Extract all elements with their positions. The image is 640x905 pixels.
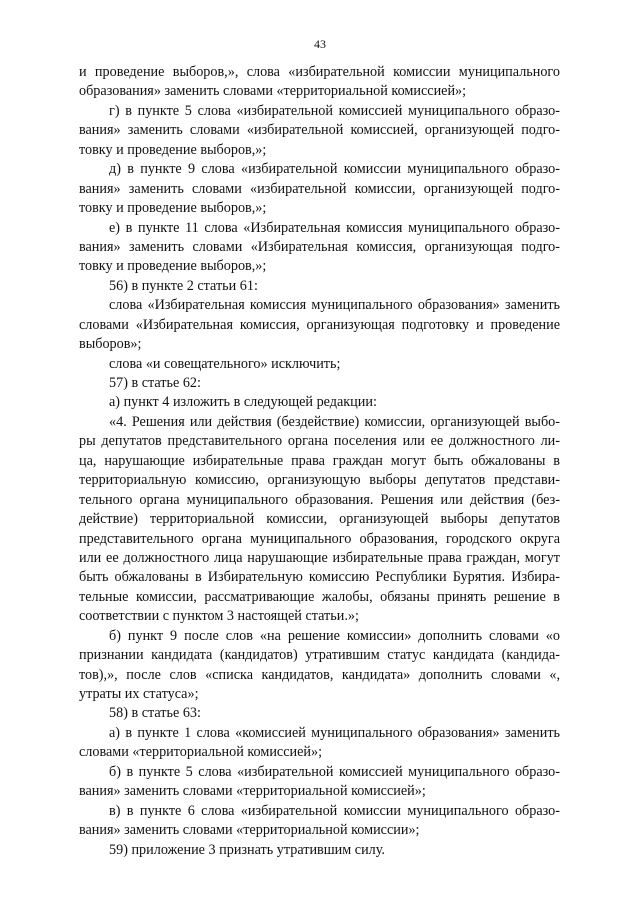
- text-line: товку и проведение выборов,»;: [79, 200, 267, 217]
- text-line: «4. Решения или действия (бездействие) комиссии, организующей выбо-: [109, 413, 560, 430]
- text-line: быть обжалованы в Избирательную комиссию Республики Бурятия. Избира-: [79, 569, 560, 586]
- text-line: вания» заменить словами «территориальной комиссии»;: [79, 822, 420, 839]
- text-line: слова «Избирательная комиссия муниципального образования» заменить: [109, 297, 560, 314]
- text-line: действие) территориальной комиссии, организующей выборы депутатов: [79, 511, 560, 528]
- text-line: или ее должностного лица нарушающие избирательные права граждан, могут: [79, 549, 560, 566]
- text-line: г) в пункте 5 слова «избирательной комиссией муниципального образо-: [109, 102, 560, 119]
- text-line: д) в пункте 9 слова «избирательной комиссии муниципального образо-: [109, 161, 560, 178]
- text-line: признании кандидата (кандидатов) утратившим статус кандидата (кандида-: [79, 647, 560, 664]
- text-line: тельные комиссии, рассматривающие жалобы, обязаны принять решение в: [79, 588, 560, 605]
- text-line: выборов»;: [79, 336, 142, 353]
- text-line: образования» заменить словами «территориальной комиссией»;: [79, 83, 467, 100]
- text-line: в) в пункте 6 слова «избирательной комиссии муниципального образо-: [109, 802, 560, 819]
- text-line: ры депутатов представительного органа поселения или ее должностного ли-: [79, 433, 560, 450]
- text-line: 56) в пункте 2 статьи 61:: [109, 277, 258, 294]
- text-line: товку и проведение выборов,»;: [79, 258, 267, 275]
- text-line: б) пункт 9 после слов «на решение комиссии» дополнить словами «о: [109, 627, 560, 644]
- text-line: тельного органа муниципального образования. Решения или действия (без-: [79, 491, 560, 508]
- text-line: вания» заменить словами «избирательной комиссии, организующей подго-: [79, 180, 560, 197]
- text-line: а) в пункте 1 слова «комиссией муниципального образования» заменить: [109, 724, 560, 741]
- text-line: представительного органа муниципального образования, городского округа: [79, 530, 560, 547]
- text-line: словами «территориальной комиссией»;: [79, 744, 323, 761]
- text-line: слова «и совещательного» исключить;: [109, 355, 341, 372]
- text-line: 57) в статье 62:: [109, 375, 201, 391]
- document-body: [79, 63, 560, 860]
- text-line: и проведение выборов,», слова «избирательной комиссии муниципального: [79, 64, 560, 80]
- text-line: товку и проведение выборов,»;: [79, 141, 267, 158]
- text-line: вания» заменить словами «Избирательная комиссия, организующая подго-: [79, 238, 560, 255]
- text-line: е) в пункте 11 слова «Избирательная комиссия муниципального образо-: [109, 219, 560, 236]
- text-line: 58) в статье 63:: [109, 705, 201, 722]
- text-line: 59) приложение 3 признать утратившим силу.: [109, 841, 385, 858]
- text-line: тов),», после слов «списка кандидатов, кандидата» дополнить словами «,: [79, 666, 560, 683]
- text-line: утраты их статуса»;: [79, 686, 199, 702]
- text-line: ца, нарушающие избирательные права граждан могут быть обжалованы в: [79, 452, 560, 469]
- text-line: а) пункт 4 изложить в следующей редакции:: [109, 394, 377, 411]
- text-line: соответствии с пунктом 3 настоящей статьи.»;: [79, 608, 359, 625]
- page-number: 43: [314, 37, 326, 51]
- text-line: б) в пункте 5 слова «избирательной комиссией муниципального образо-: [109, 763, 560, 780]
- text-line: территориальную комиссию, организующую выборы депутатов представи-: [79, 472, 560, 489]
- text-line: вания» заменить словами «территориальной комиссией»;: [79, 783, 426, 800]
- text-line: словами «Избирательная комиссия, организующая подготовку и проведение: [79, 316, 560, 333]
- text-line: вания» заменить словами «избирательной комиссией, организующей подго-: [79, 122, 560, 139]
